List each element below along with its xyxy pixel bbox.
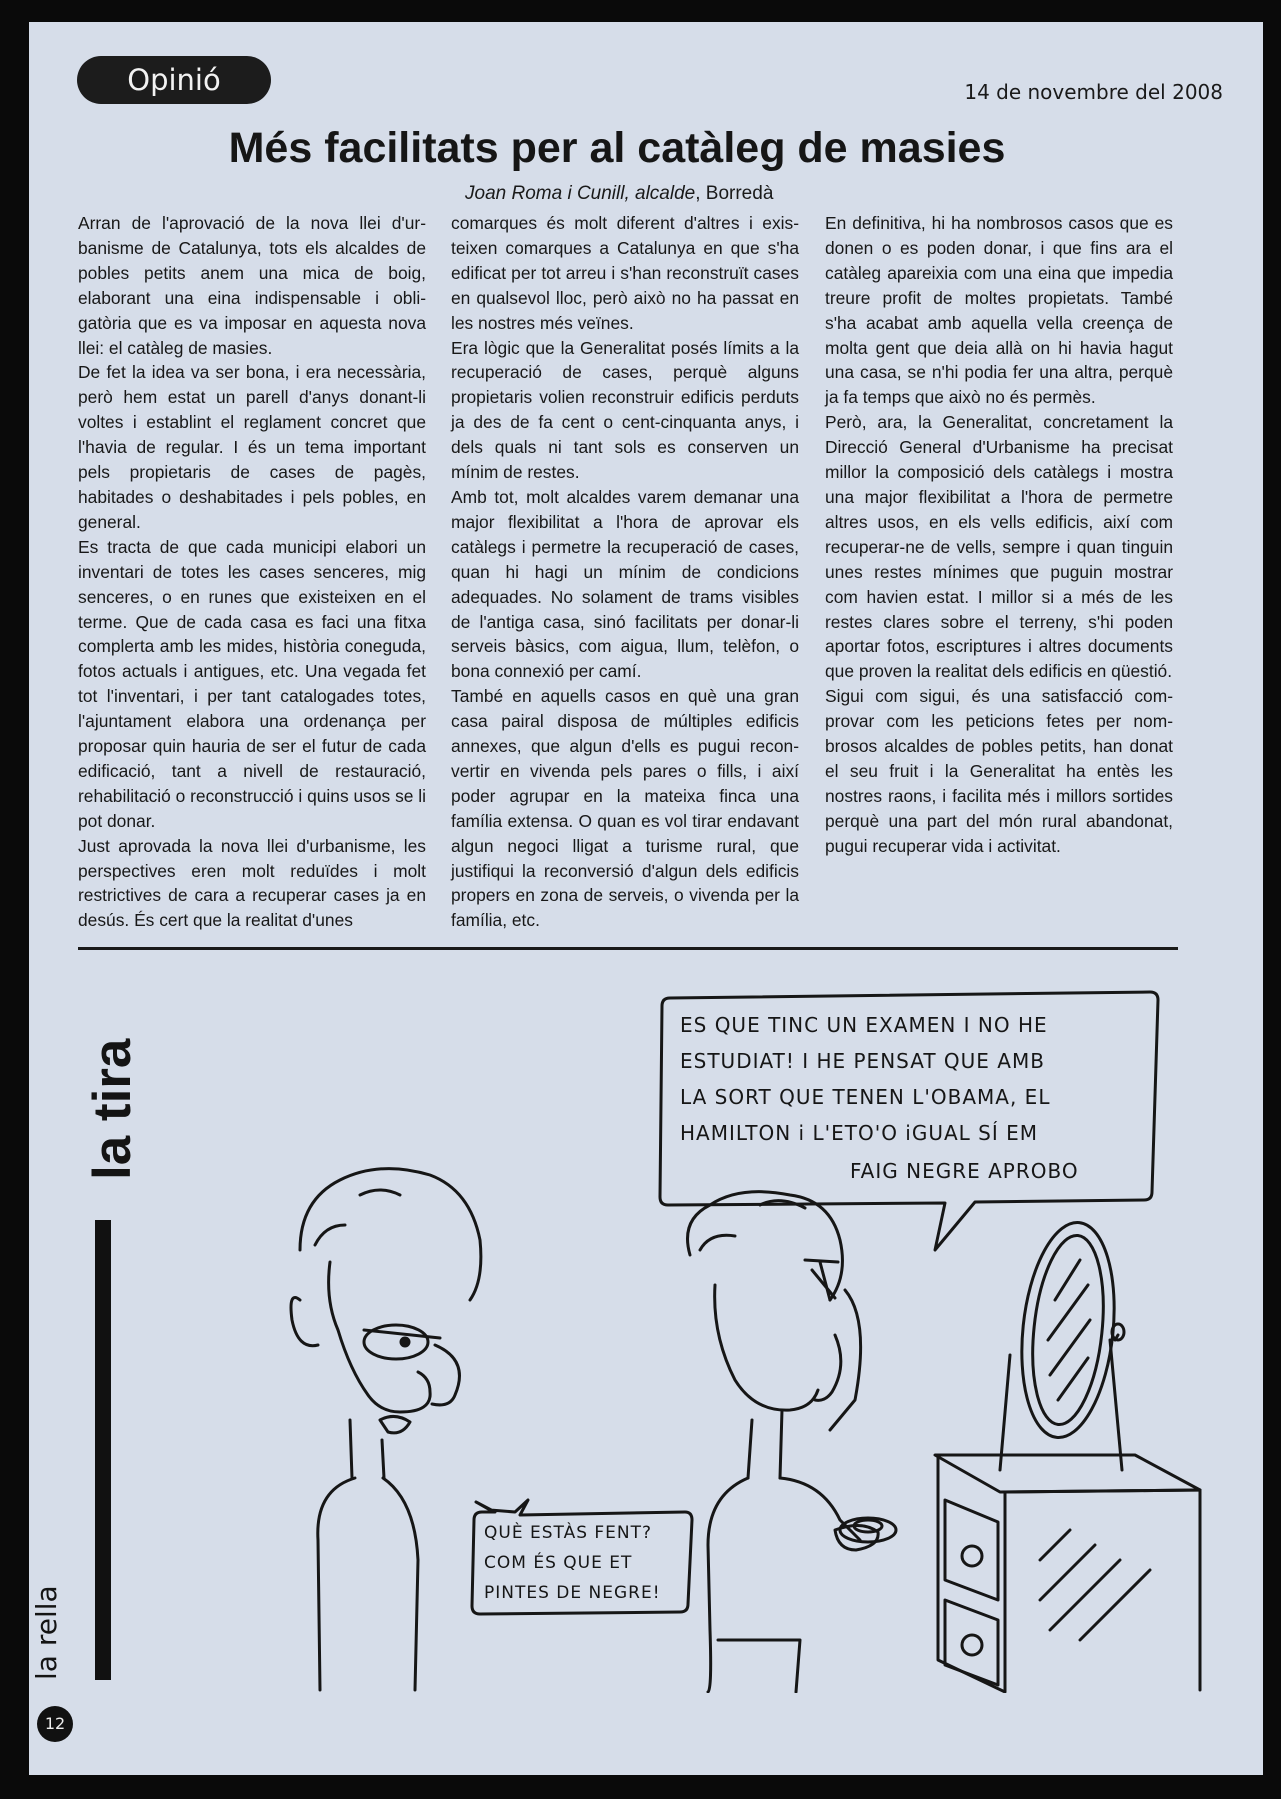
bubble-right-line-3: LA SORT QUE TENEN L'OBAMA, EL xyxy=(680,1085,1051,1109)
paragraph: Just aprovada la nova llei d'urbanisme, les perspectives eren molt reduïdes i molt restrictives de cara a recuperar cases ja en desús. És cert que la realitat d'unes xyxy=(78,835,426,931)
article-column-1 xyxy=(78,211,426,933)
paragraph: En definitiva, hi ha nombrosos casos que es donen o es poden donar, i que fins ara el catàleg apareixia com una eina que impedia treure profit de moltes propietats. També s'ha acabat amb aquella vella creença de molta gent que deia allà on hi havia hagut una casa, se n'hi podia fer una altra, perquè ja fa temps que això no és permès. xyxy=(825,213,1173,408)
headline: Més facilitats per al catàleg de masies xyxy=(228,124,1006,172)
paragraph: Amb tot, molt alcaldes varem demanar una major flexibilitat a l'hora de aprovar els catàlegs i permetre la recuperació de cases, quan hi hagi un mínim de condicions adequades. No solament de trams visibles de l'antiga casa, sinó facilitats per donar-li serveis bàsics, com aigua, llum, telèfon, o bona connexió per camí. xyxy=(451,486,799,682)
bubble-left-line-1: QUÈ ESTÀS FENT? xyxy=(484,1523,653,1543)
paragraph: Arran de l'aprovació de la nova llei d'urbanisme de Catalunya, tots els alcaldes de pobles petits anem una mica de boig, elaborant una eina indispensable i obligatòria que es va imposar en aquesta nova llei: el catàleg de masies. xyxy=(78,213,426,358)
page-number: 12 xyxy=(37,1706,73,1742)
paragraph: Sigui com sigui, és una satisfacció comprovar com les peticions fetes per nombrosos alcaldes de pobles petits, han donat el seu fruit i la Generalitat ha entès les nostres raons, i facilita més i millors sortides perquè una part del món rural abandonat, pugui recuperar vida i activitat. xyxy=(825,686,1173,856)
strip-label xyxy=(83,985,143,1180)
dresser-drawing xyxy=(935,1455,1200,1692)
section-divider xyxy=(78,947,1178,950)
paragraph: Es tracta de que cada municipi elabori un inventari de totes les cases senceres, mig senceres, o en runes que existeixen en el terme. Que de cada casa es faci una fitxa complerta amb les mides, història coneguda, fotos actuals i antigues, etc. Una vegada fet tot l'inventari, i per tant catalogades totes, l'ajuntament elabora una ordenança per proposar quin hauria de ser el futur de cada edificació, tant a nivell de restauració, rehabilitació o reconstrucció i quins usos se li pot donar. xyxy=(78,536,426,831)
character-left xyxy=(291,1169,481,1690)
bubble-right-line-5: FAIG NEGRE APROBO xyxy=(850,1159,1079,1183)
paragraph: comarques és molt diferent d'altres i existeixen comarques a Catalunya en que s'ha edificat per tot arreu i s'han reconstruït cases en qualsevol lloc, però això no ha passat en les nostres més veïnes. xyxy=(451,213,799,333)
bubble-right-line-4: HAMILTON i L'ETO'O iGUAL SÍ EM xyxy=(680,1121,1039,1145)
magazine-name-text: la rella xyxy=(30,1585,63,1680)
bubble-right-line-1: ES QUE TINC UN EXAMEN I NO HE xyxy=(680,1013,1048,1037)
strip-label-text: la tira xyxy=(83,1038,142,1180)
paragraph: Era lògic que la Generalitat posés límits a la recuperació de cases, perquè alguns propietaris volien reconstruir edificis perduts ja des de fa cent o cent-cinquanta anys, i dels quals ni tant sols es conserven un mínim de restes. xyxy=(451,337,799,483)
character-right xyxy=(688,1192,879,1692)
bubble-left-line-2: COM ÉS QUE ET xyxy=(484,1553,633,1573)
byline-place: , Borredà xyxy=(695,183,774,204)
mirror-drawing xyxy=(1000,1218,1124,1470)
article-column-2 xyxy=(451,211,799,933)
byline-author: Joan Roma i Cunill, alcalde xyxy=(465,183,696,204)
article-column-3 xyxy=(825,211,1173,859)
paragraph: Però, ara, la Generalitat, concretament la Direcció General d'Urbanisme ha precisat millor la composició dels catàlegs i mostra una major flexibilitat a l'hora de permetre altres usos, en els vells edificis, així com recuperar-ne de vells, sempre i quan tinguin unes restes mínimes que puguin mostrar com havien estat. I millor si a més de les restes clares sobre el terreny, s'hi poden aportar fotos, escriptures i altres documents que proven la realitat dels edificis en qüestió. xyxy=(825,412,1173,682)
byline xyxy=(465,183,773,205)
paragraph: De fet la idea va ser bona, i era necessària, però hem estat un parell d'anys donant-li voltes i establint el reglament concret que l'havia de regular. I és un tema important pels propietaris de cases de pagès, habitades o deshabitades i pels pobles, en general. xyxy=(78,362,426,532)
section-tag: Opinió xyxy=(77,56,271,104)
comic-strip xyxy=(175,965,1205,1693)
paragraph: També en aquells casos en què una gran casa pairal disposa de múltiples edificis annexes, que algun d'ells es pugui reconvertir en vivenda pels pares o fills, i així poder agrupar en la mateixa finca una família extensa. O quan es vol tirar endavant algun negoci lligat a turisme rural, que justifiqui la reconversió d'algun dels edificis propers en zona de serveis, o vivenda per la família, etc. xyxy=(451,686,799,931)
bubble-right-line-2: ESTUDIAT! I HE PENSAT QUE AMB xyxy=(680,1049,1045,1073)
strip-bar xyxy=(95,1220,111,1680)
issue-date: 14 de novembre del 2008 xyxy=(964,80,1223,104)
bubble-left-line-3: PINTES DE NEGRE! xyxy=(484,1583,661,1603)
